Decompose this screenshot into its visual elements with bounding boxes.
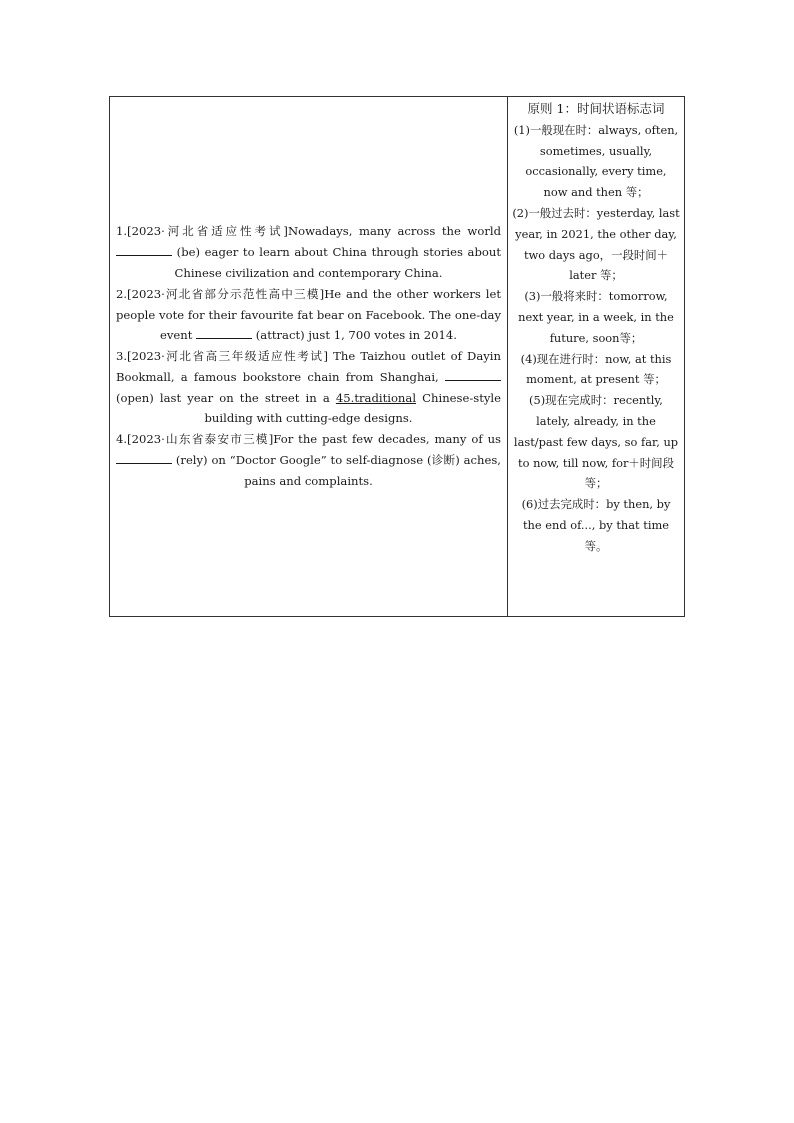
questions-cell [116,97,501,616]
question-3-suffix: Chinese-style building with cutting-edge designs. [204,390,501,426]
rule-item-2: (2)一般过去时：yesterday, last year, in 2021, the other day, two days ago，一段时间＋later 等； [512,205,680,283]
answer-blank-3[interactable] [445,368,501,381]
rules-cell [508,97,684,616]
answer-blank-1[interactable] [116,243,172,256]
rule-item-6: (6)过去完成时：by then, by the end of..., by that time 等。 [521,497,671,553]
question-3-text: 3.[2023·河北省高三年级适应性考试] The Taizhou outlet of Dayin Bookmall, a famous bookstore chain from Shanghai, [116,349,501,384]
question-2-hint: (attract) just 1, 700 votes in 2014. [255,328,457,343]
question-3-underlined: 45.traditional [335,390,417,405]
question-1 [116,221,501,283]
question-4 [116,429,501,491]
question-4-text: 4.[2023·山东省泰安市三模]For the past few decades, many of us [116,432,501,447]
question-4-hint: (rely) on “Doctor Google” to self-diagnose (诊断) aches, pains and complaints. [175,453,501,488]
rule-item-4: (4)现在进行时：now, at this moment, at present 等； [520,351,672,387]
exercise-table [109,96,685,617]
rule-item-5: (5)现在完成时：recently, lately, already, in the last/past few days, so far, up to now, till now, for＋时间段等； [513,393,679,491]
rule-item-1: (1)一般现在时：always, often, sometimes, usually, occasionally, every time, now and then 等； [513,122,679,200]
question-3-hint: (open) last year on the street in a [116,390,330,405]
rule-item-3: (3)一般将来时：tomorrow, next year, in a week, in the future, soon等； [518,289,674,345]
question-3 [116,346,501,429]
question-2-text: 2.[2023·河北省部分示范性高中三模]He and the other workers let people vote for their favourite fat bear on Facebook. The one-day event [116,286,501,343]
rules-title: 原则 1：时间状语标志词 [527,101,665,116]
question-1-hint: (be) eager to learn about China through stories about Chinese civilization and contemporary China. [174,245,502,280]
answer-blank-4[interactable] [116,451,172,464]
question-1-text: 1.[2023·河北省适应性考试]Nowadays, many across the world [116,224,501,239]
answer-blank-2[interactable] [196,326,252,339]
question-2 [116,284,501,346]
